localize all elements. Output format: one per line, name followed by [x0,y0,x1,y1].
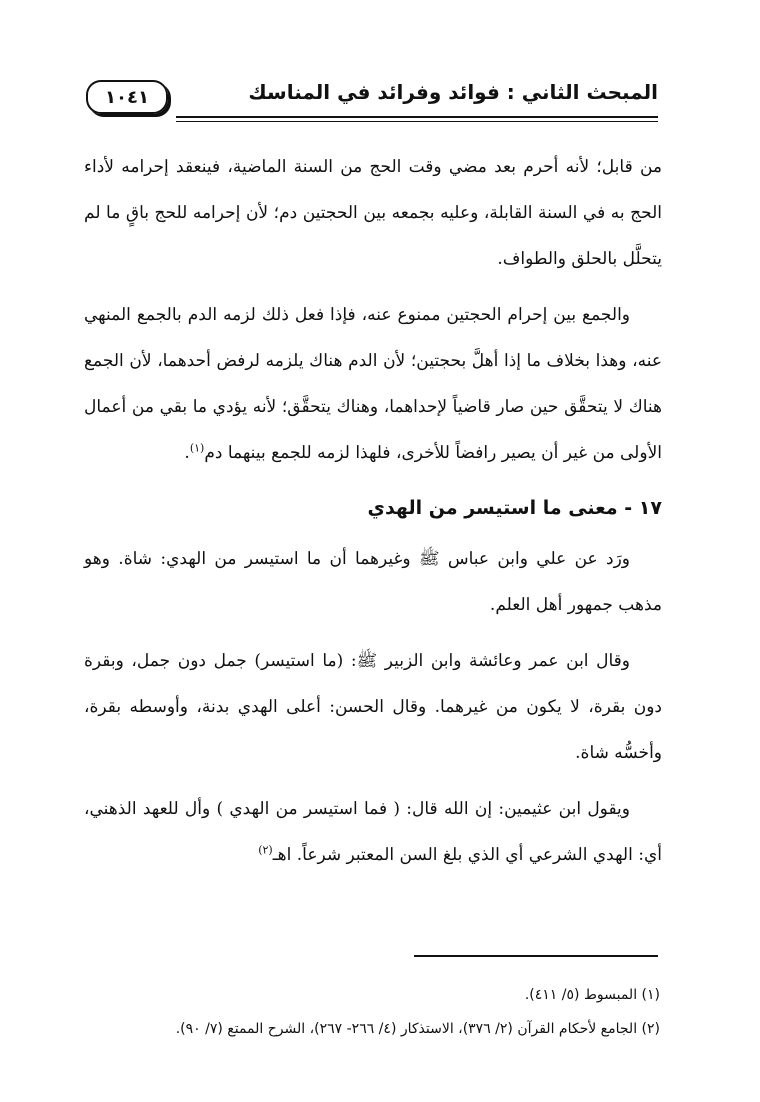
paragraph-text: والجمع بين إحرام الحجتين ممنوع عنه، فإذا فعل ذلك لزمه الدم بالجمع المنهي عنه، وهذا بخلاف ما إذا أهلَّ بحجتين؛ لأن الدم هناك يلزمه لرفض أحدهما، لأن الجمع هناك لا يتحقَّق حين صار قاضياً لإحداهما، وهناك يتحقَّق؛ لأنه يؤدي ما بقي من أعمال الأولى من غير أن يصير رافضاً للأخرى، فلهذا لزمه للجمع بينهما دم [84,305,662,463]
footnote-ref: (٢) [258,843,273,857]
body-text [84,144,662,884]
footnote: (١) المبسوط (٥/ ٤١١). [524,987,660,1003]
paragraph-text: ويقول ابن عثيمين: إن الله قال: ( فما استيسر من الهدي ) وأل للعهد الذهني، أي: الهدي الشرعي أي الذي بلغ السن المعتبر شرعاً. اهـ [84,799,662,865]
footnote: (٢) الجامع لأحكام القرآن (٢/ ٣٧٦)، الاستذكار (٤/ ٢٦٦- ٢٦٧)، الشرح الممتع (٧/ ٩٠). [175,1021,660,1037]
section-heading: ١٧ - معنى ما استيسر من الهدي [367,497,662,519]
footnotes [90,978,660,1046]
footnote-separator [414,955,658,957]
header-rule [176,116,658,118]
paragraph: وقال ابن عمر وعائشة وابن الزبير ﷺ: (ما استيسر) جمل دون جمل، وبقرة دون بقرة، لا يكون من غيرهما. وقال الحسن: أعلى الهدي بدنة، وأوسطه بقرة، وأخسُّه شاة. [84,651,662,763]
footnote-ref: (١) [189,441,205,455]
header-rule-thin [176,121,658,122]
page-number-badge: ١٠٤١ [86,80,168,114]
paragraph [84,292,662,476]
page-header [86,74,658,126]
paragraph [84,786,662,878]
paragraph-end: . [184,443,190,463]
running-title: المبحث الثاني : فوائد وفرائد في المناسك [248,80,658,104]
paragraph: من قابل؛ لأنه أحرم بعد مضي وقت الحج من السنة الماضية، فينعقد إحرامه لأداء الحج به في السنة القابلة، وعليه بجمعه بين الحجتين دم؛ لأن إحرامه للحج باقٍ ما لم يتحلَّل بالحلق والطواف. [84,157,662,269]
paragraph: ورَد عن علي وابن عباس ﷺ وغيرهما أن ما استيسر من الهدي: شاة. وهو مذهب جمهور أهل العلم. [84,549,662,615]
